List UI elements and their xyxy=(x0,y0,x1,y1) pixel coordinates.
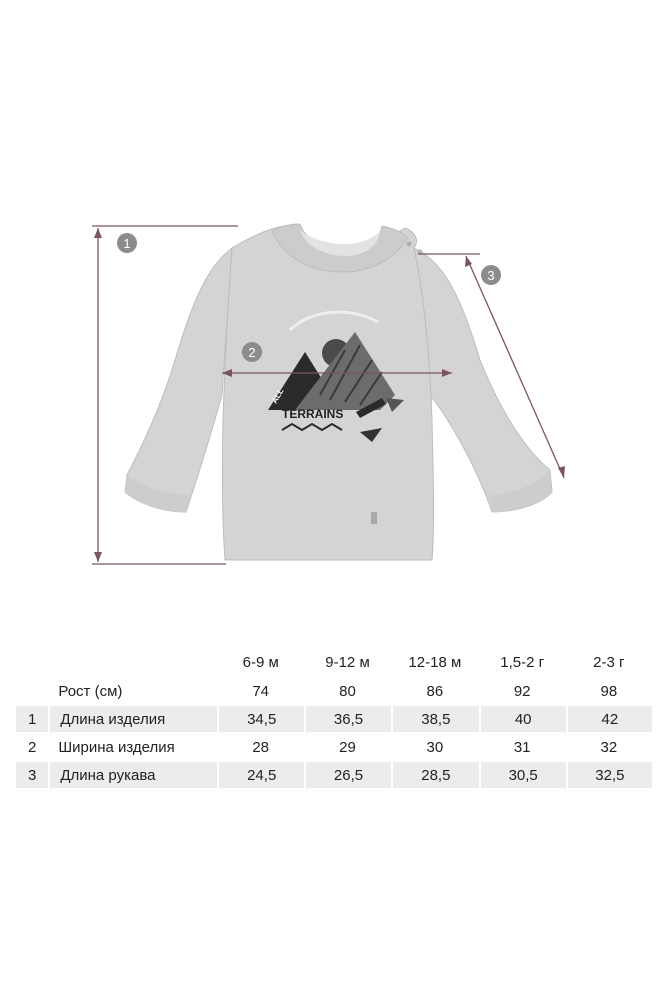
shoulder-button xyxy=(407,242,412,247)
size-header: 6-9 м xyxy=(242,653,279,671)
length-arrow-up xyxy=(94,228,102,238)
row-number: 2 xyxy=(28,738,37,756)
marker-2-label: 2 xyxy=(248,345,256,360)
sleeve-arrow-down xyxy=(558,466,565,478)
marker-1-label: 1 xyxy=(123,236,131,251)
marker-1 xyxy=(117,233,137,253)
table-row xyxy=(16,706,652,732)
table-cell: 86 xyxy=(426,682,444,700)
row-label: Длина рукава xyxy=(48,762,217,788)
table-cell: 24,5 xyxy=(217,762,304,788)
table-cell: 74 xyxy=(252,682,270,700)
sleeve-arrow-up xyxy=(465,256,472,267)
table-cell: 31 xyxy=(513,738,531,756)
length-arrow-down xyxy=(94,552,102,562)
table-cell: 42 xyxy=(566,706,652,732)
table-cell: 34,5 xyxy=(217,706,304,732)
size-header: 1,5-2 г xyxy=(500,653,545,671)
height-row xyxy=(16,678,652,704)
table-cell: 98 xyxy=(600,682,618,700)
height-row-label: Рост (см) xyxy=(58,682,123,700)
table-cell: 40 xyxy=(479,706,566,732)
table-cell: 30 xyxy=(426,738,444,756)
table-cell: 38,5 xyxy=(391,706,479,732)
row-label: Ширина изделия xyxy=(58,738,175,756)
table-cell: 28 xyxy=(252,738,270,756)
print-text-terrains: TERRAINS xyxy=(282,407,344,421)
size-header: 9-12 м xyxy=(325,653,370,671)
table-cell: 26,5 xyxy=(304,762,391,788)
row-number: 1 xyxy=(16,706,48,732)
table-row xyxy=(16,734,652,760)
table-cell: 36,5 xyxy=(304,706,391,732)
side-label-tag xyxy=(371,512,377,524)
marker-3 xyxy=(481,265,501,285)
size-chart-table xyxy=(16,646,652,790)
table-cell: 29 xyxy=(339,738,356,756)
size-header-row xyxy=(16,648,652,676)
print-text-all: ALL xyxy=(269,387,286,405)
table-cell: 80 xyxy=(339,682,356,700)
row-number: 3 xyxy=(16,762,48,788)
size-header: 2-3 г xyxy=(593,653,625,671)
marker-3-label: 3 xyxy=(487,268,495,283)
table-cell: 32,5 xyxy=(566,762,652,788)
table-cell: 28,5 xyxy=(391,762,479,788)
table-cell: 92 xyxy=(513,682,531,700)
table-row xyxy=(16,762,652,788)
size-header: 12-18 м xyxy=(408,653,462,671)
table-cell: 30,5 xyxy=(479,762,566,788)
table-cell: 32 xyxy=(600,738,618,756)
row-label: Длина изделия xyxy=(48,706,217,732)
left-sleeve xyxy=(125,248,232,512)
right-sleeve xyxy=(414,248,552,512)
marker-2 xyxy=(242,342,262,362)
